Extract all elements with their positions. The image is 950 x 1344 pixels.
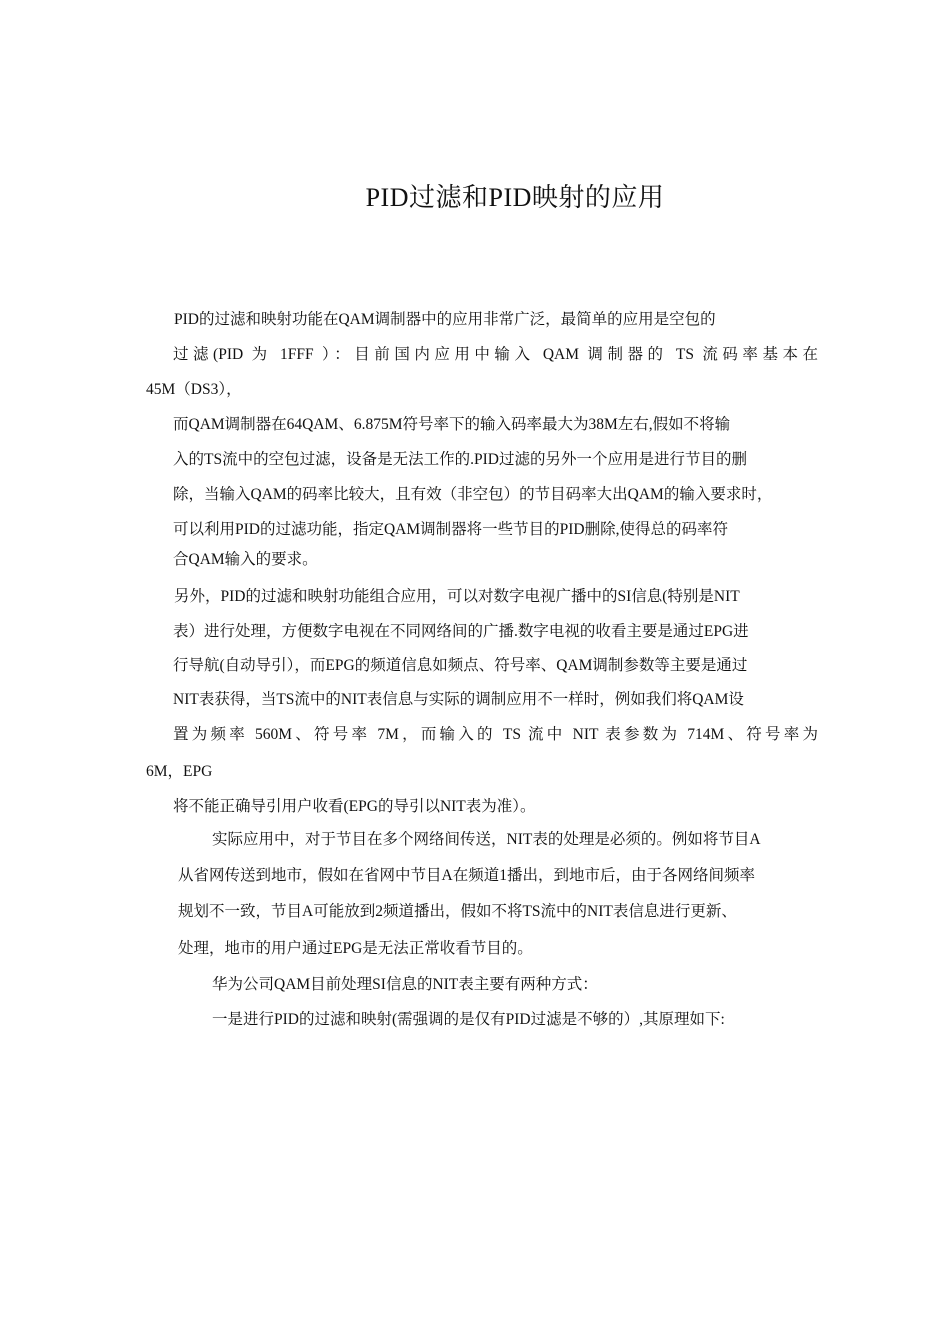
document-title: PID过滤和PID映射的应用 [365,183,665,212]
paragraph-line: 将不能正确导引用户收看(EPG的导引以NIT表为准）。 [173,798,536,815]
paragraph-line: 处理，地市的用户通过EPG是无法正常收看节目的。 [178,940,533,957]
paragraph-line: PID的过滤和映射功能在QAM调制器中的应用非常广泛，最简单的应用是空包的 [174,311,716,328]
paragraph-line: 从省网传送到地市，假如在省网中节目A在频道1播出，到地市后，由于各网络间频率 [178,867,755,884]
paragraph-line: 规划不一致，节目A可能放到2频道播出，假如不将TS流中的NIT表信息进行更新、 [178,903,737,920]
paragraph-line: 入的TS流中的空包过滤，设备是无法工作的.PID过滤的另外一个应用是进行节目的删 [173,451,747,468]
paragraph-line: 一是进行PID的过滤和映射(需强调的是仅有PID过滤是不够的）,其原理如下: [212,1011,725,1028]
paragraph-line: 另外，PID的过滤和映射功能组合应用，可以对数字电视广播中的SI信息(特别是NIT [174,588,740,605]
paragraph-line: 华为公司QAM目前处理SI信息的NIT表主要有两种方式： [212,976,598,993]
paragraph-line: 合QAM输入的要求。 [173,551,318,568]
paragraph-line: 行导航(自动导引），而EPG的频道信息如频点、符号率、QAM调制参数等主要是通过 [173,657,748,674]
paragraph-line: 实际应用中，对于节目在多个网络间传送，NIT表的处理是必须的。例如将节目A [212,831,761,848]
paragraph-line: 过滤(PID 为 1FFF ）：目前国内应用中输入 QAM 调制器的 TS 流码率基本在 [173,346,818,363]
paragraph-line: 置为频率 560M、符号率 7M，而输入的 TS 流中 NIT 表参数为 714M、符号率为 [173,726,818,743]
paragraph-line: 表）进行处理，方便数字电视在不同网络间的广播.数字电视的收看主要是通过EPG进 [173,623,749,640]
paragraph-line: 可以利用PID的过滤功能，指定QAM调制器将一些节目的PID删除,使得总的码率符 [173,521,728,538]
paragraph-line: 除，当输入QAM的码率比较大，且有效（非空包）的节目码率大出QAM的输入要求时， [173,486,773,503]
paragraph-line: NIT表获得，当TS流中的NIT表信息与实际的调制应用不一样时，例如我们将QAM设 [173,691,744,708]
paragraph-line: 6M，EPG [146,763,213,780]
paragraph-line: 而QAM调制器在64QAM、6.875M符号率下的输入码率最大为38M左右,假如不将输 [173,416,731,433]
paragraph-line: 45M（DS3）， [146,381,242,398]
